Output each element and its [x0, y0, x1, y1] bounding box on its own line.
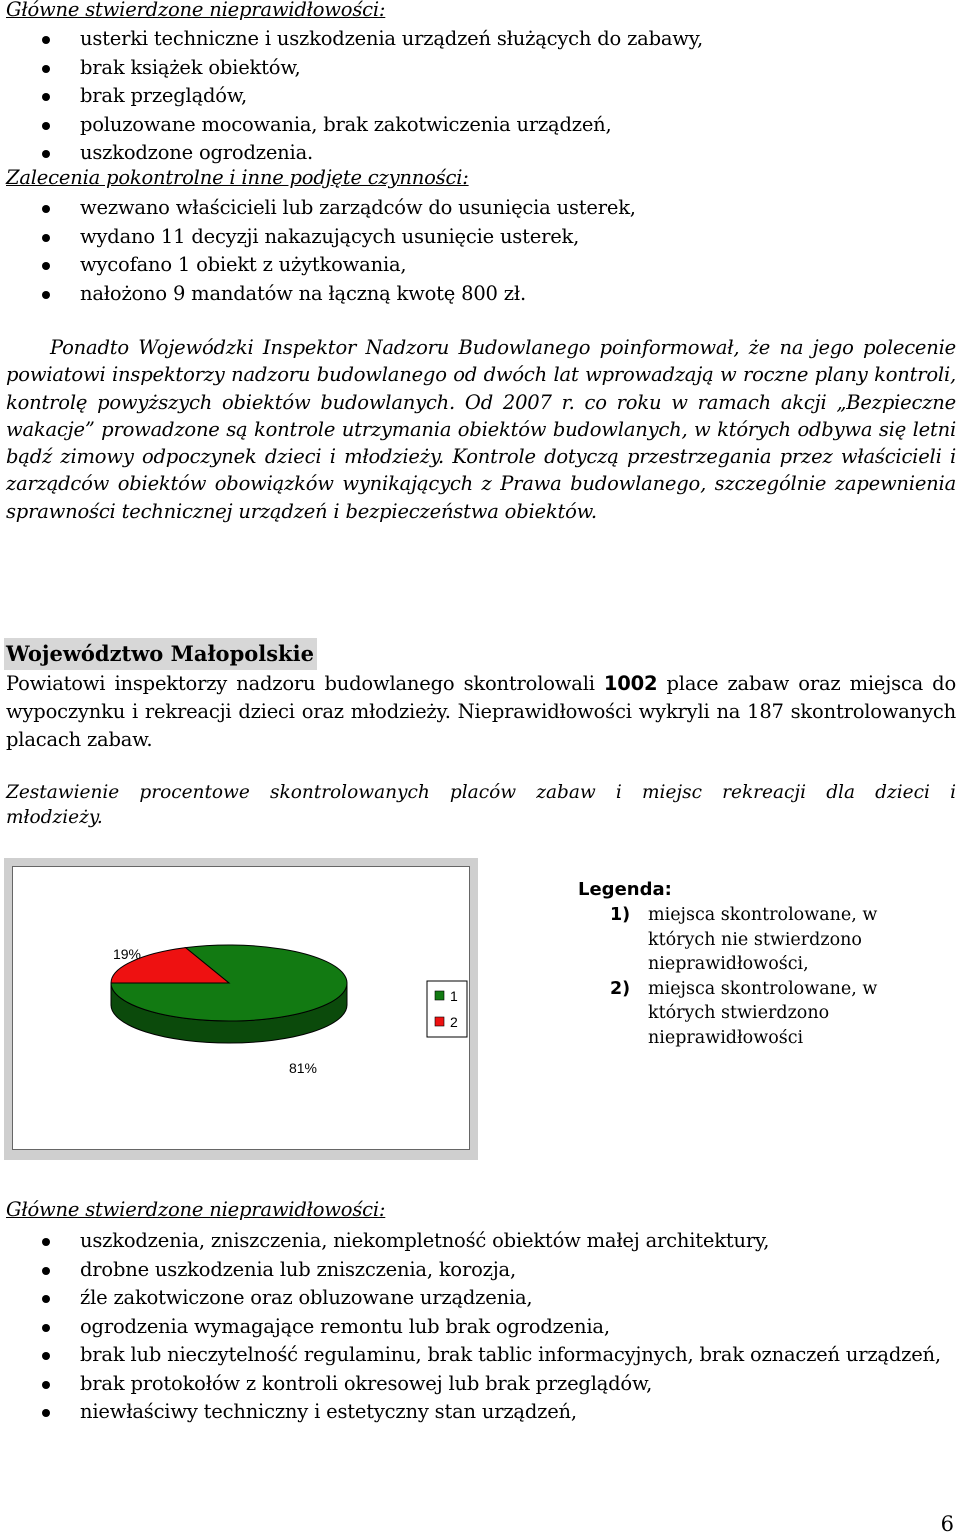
bullet-icon	[42, 291, 50, 299]
list-item: źle zakotwiczone oraz obluzowane urządzenia,	[0, 1284, 956, 1313]
bullet-icon	[42, 93, 50, 101]
bullet-icon	[42, 205, 50, 213]
bullet-icon	[42, 234, 50, 242]
chart-legend-box	[427, 981, 467, 1037]
inspector-paragraph: Ponadto Wojewódzki Inspektor Nadzoru Budowlanego poinformował, że na jego polecenie powiatowi inspektorzy nadzoru budowlanego od dwóch lat wprowadzają w roczne plany kontroli, kontrolę powyższych obiektów budowlanych. Od 2007 r. co roku w ramach akcji „Bezpieczne wakacje” prowadzone są kontrole utrzymania obiektów budowlanych, w których odbywa się letni bądź zimowy odpoczynek dzieci i młodzieży. Kontrole dotyczą przestrzegania przez właścicieli i zarządców obiektów obowiązków wynikających z Prawa budowlanego, szczególnie zapewnienia sprawności technicznej urządzeń i bezpieczeństwa obiektów.	[6, 336, 956, 523]
list-item: wezwano właścicieli lub zarządców do usunięcia usterek,	[0, 194, 956, 223]
bullet-icon	[42, 262, 50, 270]
region-title: Województwo Małopolskie	[4, 638, 317, 670]
legend-label-1: 1	[450, 988, 458, 1004]
bullet-icon	[42, 1381, 50, 1389]
list-item: brak książek obiektów,	[0, 54, 956, 83]
chart-caption: Zestawienie procentowe skontrolowanych placów zabaw i miejsc rekreacji dla dzieci i młodzieży.	[6, 782, 956, 828]
pie-chart	[13, 867, 469, 1149]
pie-data-label-1: 81%	[288, 1060, 318, 1076]
list-item: brak lub nieczytelność regulaminu, brak tablic informacyjnych, brak oznaczeń urządzeń,	[0, 1341, 956, 1370]
irregularities-list-2	[0, 1227, 956, 1427]
section-header-irregularities-2: Główne stwierdzone nieprawidłowości:	[6, 1198, 386, 1221]
bullet-icon	[42, 1352, 50, 1360]
chart-frame	[4, 858, 478, 1160]
bullet-icon	[42, 36, 50, 44]
inspected-count: 1002	[603, 672, 658, 695]
list-item: poluzowane mocowania, brak zakotwiczenia urządzeń,	[0, 111, 956, 140]
list-item: wycofano 1 obiekt z użytkowania,	[0, 251, 956, 280]
bullet-icon	[42, 1324, 50, 1332]
bullet-icon	[42, 150, 50, 158]
pie-data-label-2: 19%	[112, 946, 142, 962]
region-summary: Powiatowi inspektorzy nadzoru budowlanego skontrolowali 1002 place zabaw oraz miejsca do wypoczynku i rekreacji dzieci oraz młodzieży. Nieprawidłowości wykryli na 187 skontrolowanych placach zabaw.	[6, 672, 956, 751]
legend-label-2: 2	[450, 1014, 458, 1030]
list-item: nałożono 9 mandatów na łączną kwotę 800 zł.	[0, 280, 956, 309]
bullet-icon	[42, 1295, 50, 1303]
list-item: brak protokołów z kontroli okresowej lub brak przeglądów,	[0, 1370, 956, 1399]
bullet-icon	[42, 65, 50, 73]
chart-legend-description	[578, 878, 958, 1050]
section-header-irregularities: Główne stwierdzone nieprawidłowości:	[6, 0, 386, 21]
section-header-recommendations: Zalecenia pokontrolne i inne podjęte czynności:	[6, 166, 469, 189]
list-item: drobne uszkodzenia lub zniszczenia, korozja,	[0, 1256, 956, 1285]
list-item: uszkodzenia, zniszczenia, niekompletność obiektów małej architektury,	[0, 1227, 956, 1256]
page-number: 6	[940, 1512, 954, 1536]
legend-swatch-2	[435, 1017, 444, 1026]
bullet-icon	[42, 1409, 50, 1417]
irregularities-list	[0, 25, 956, 168]
recommendations-list	[0, 194, 956, 308]
list-item: ogrodzenia wymagające remontu lub brak ogrodzenia,	[0, 1313, 956, 1342]
bullet-icon	[42, 1267, 50, 1275]
legend-swatch-1	[435, 991, 444, 1000]
list-item: wydano 11 decyzji nakazujących usunięcie usterek,	[0, 223, 956, 252]
list-item: niewłaściwy techniczny i estetyczny stan urządzeń,	[0, 1398, 956, 1427]
list-item: usterki techniczne i uszkodzenia urządzeń służących do zabawy,	[0, 25, 956, 54]
bullet-icon	[42, 122, 50, 130]
chart-area	[12, 866, 470, 1150]
legend-item: 2) miejsca skontrolowane, w których stwierdzono nieprawidłowości	[610, 978, 878, 1048]
legend-item: 1) miejsca skontrolowane, w których nie stwierdzono nieprawidłowości,	[610, 905, 878, 974]
list-item: brak przeglądów,	[0, 82, 956, 111]
list-item: uszkodzone ogrodzenia.	[0, 139, 956, 168]
legend-title: Legenda:	[578, 879, 672, 900]
bullet-icon	[42, 1238, 50, 1246]
